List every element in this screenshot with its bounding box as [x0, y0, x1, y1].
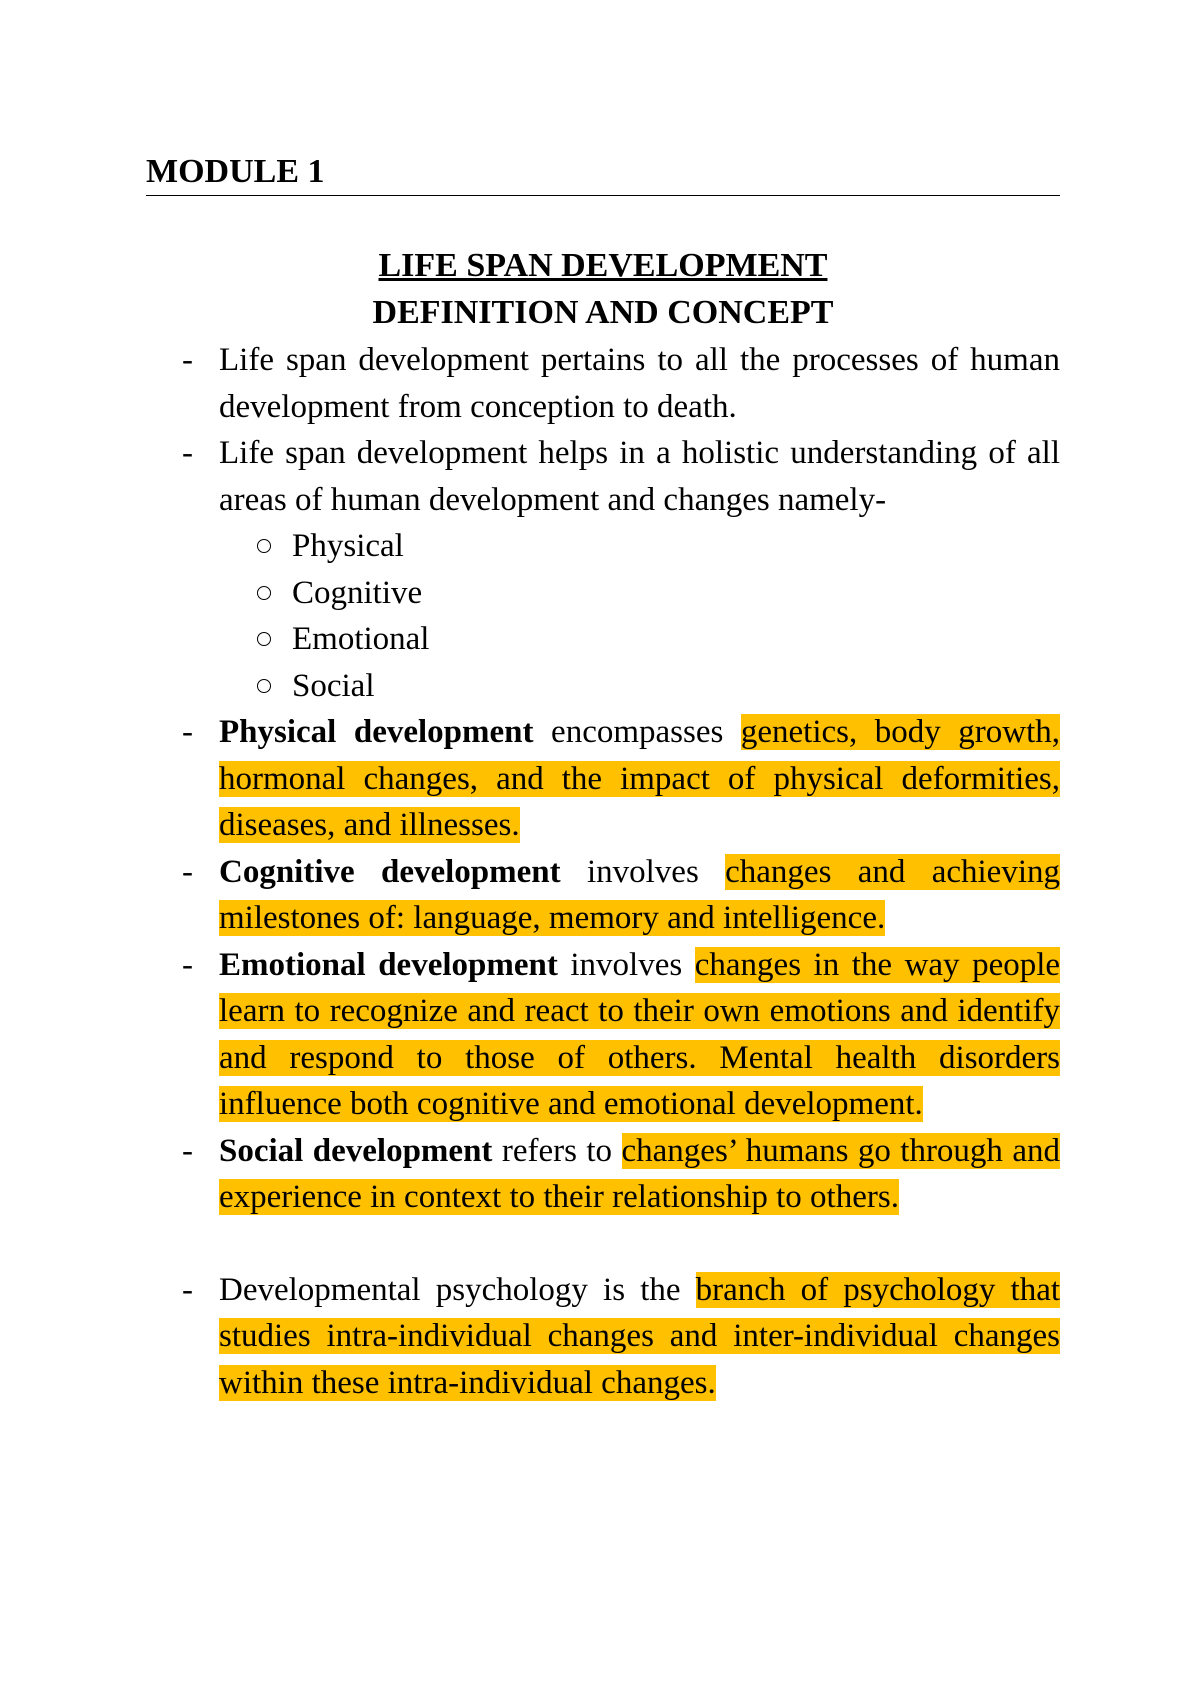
connector-text: involves	[586, 853, 699, 890]
bullet-list-2	[146, 1267, 1060, 1407]
list-item-social	[146, 1128, 1060, 1221]
sub-heading: DEFINITION AND CONCEPT	[372, 294, 834, 331]
bullet-text: Life span development helps in a holistic understanding of all areas of human development and changes namely-	[219, 435, 1060, 518]
sub-item-text: Emotional	[292, 621, 430, 657]
lead-text: Developmental psychology is the	[219, 1271, 681, 1308]
circle-bullet-icon	[257, 586, 271, 600]
list-item-physical	[146, 709, 1060, 849]
title-underline-rule	[146, 195, 1060, 196]
circle-bullet-icon	[257, 679, 271, 693]
sub-item-text: Social	[292, 667, 375, 704]
sub-list-item	[219, 616, 1060, 663]
term-emotional: Emotional development	[219, 946, 558, 983]
sub-item-text: Cognitive	[292, 574, 423, 611]
list-item-holistic	[146, 430, 1060, 709]
highlighted-text: changes in the way people learn to recognize and react to their own emotions and identify and respond to those of others. Mental health disorders influence both cognitive and emotional development.	[219, 946, 1061, 1122]
list-item-developmental-psychology	[146, 1267, 1060, 1407]
sub-list-item	[219, 570, 1060, 617]
sub-bullet-list	[219, 523, 1060, 709]
sub-list-item	[219, 663, 1060, 710]
highlighted-text: changes and achieving milestones of: language, memory and intelligence.	[219, 853, 1060, 936]
highlighted-text: branch of psychology that studies intra-individual changes and inter-individual changes within these intra-individual changes.	[219, 1271, 1061, 1401]
list-item-definition	[146, 337, 1060, 430]
connector-text: refers to	[501, 1132, 613, 1169]
circle-bullet-icon	[257, 539, 271, 553]
term-social: Social development	[219, 1132, 493, 1169]
term-cognitive: Cognitive development	[219, 853, 561, 890]
list-item-emotional	[146, 942, 1060, 1128]
sub-list-item	[219, 523, 1060, 570]
connector-text: involves	[570, 946, 683, 983]
bullet-text: Life span development pertains to all the processes of human development from conception to death.	[219, 342, 1060, 425]
module-title: MODULE 1	[146, 153, 325, 190]
main-heading: LIFE SPAN DEVELOPMENT	[378, 247, 828, 284]
connector-text: encompasses	[551, 714, 724, 750]
paragraph-spacer	[146, 1221, 1060, 1267]
circle-bullet-icon	[257, 632, 271, 646]
content-body	[146, 337, 1060, 1406]
highlighted-text: changes’ humans go through and experience in context to their relationship to others.	[219, 1132, 1061, 1215]
sub-item-text: Physical	[292, 528, 404, 564]
bullet-list	[146, 337, 1060, 1221]
highlighted-text: genetics, body growth, hormonal changes, and the impact of physical deformities, diseases, and illnesses.	[219, 714, 1061, 843]
term-physical: Physical development	[219, 714, 534, 750]
list-item-cognitive	[146, 849, 1060, 942]
